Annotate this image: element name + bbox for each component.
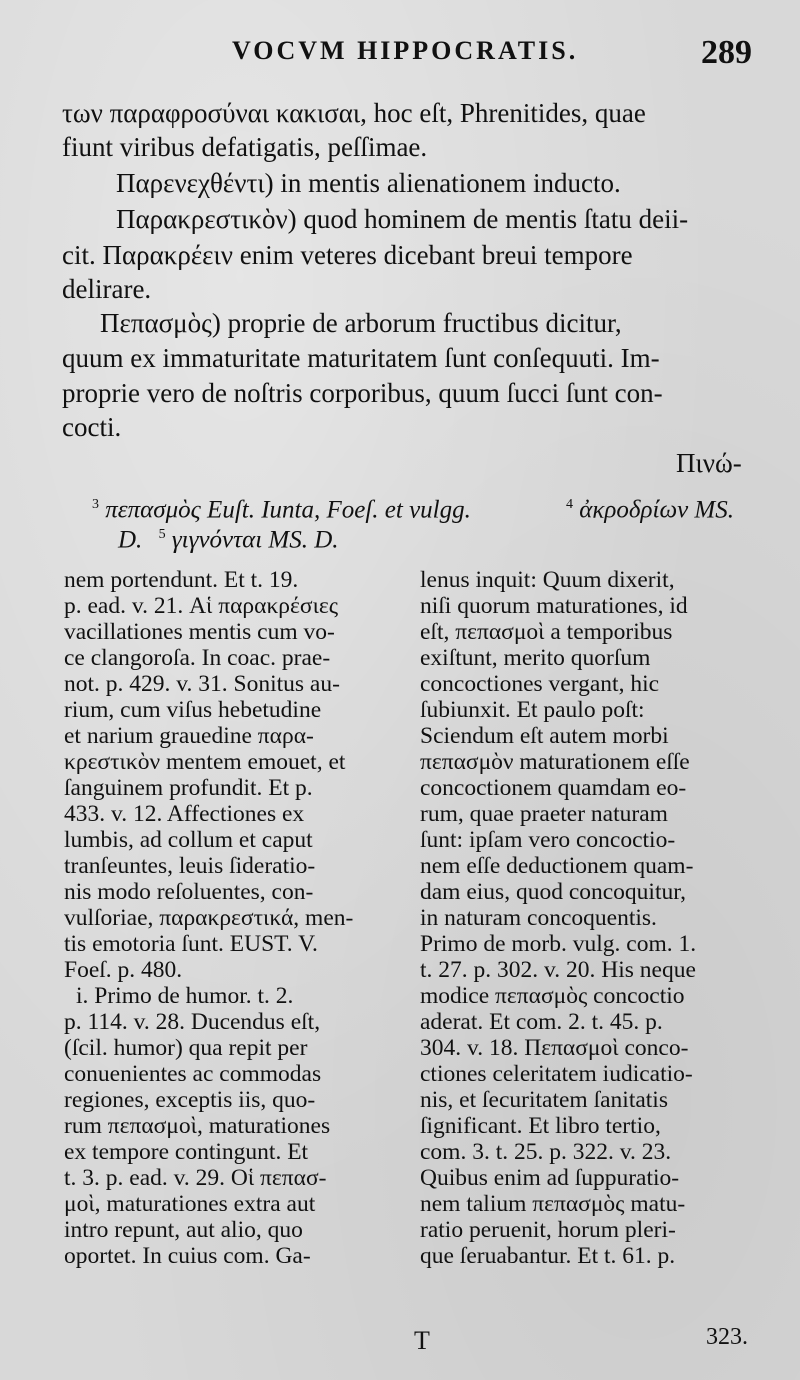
- column-line: tranſeuntes, leuis ſideratio-: [64, 853, 316, 879]
- column-line: p. ead. v. 21. Αἱ παρακρέσιες: [64, 593, 339, 619]
- running-title: VOCVM HIPPOCRATIS.: [232, 36, 579, 65]
- footnote-text: D.: [118, 526, 143, 554]
- column-line: et narium grauedine παρα-: [64, 723, 314, 749]
- column-line: 433. v. 12. Affectiones ex: [64, 801, 305, 827]
- column-line: lumbis, ad collum et caput: [64, 827, 313, 853]
- column-line: nem eſſe deductionem quam-: [420, 853, 694, 879]
- column-line: oportet. In cuius com. Ga-: [64, 1243, 311, 1269]
- footnote-number: 3: [92, 497, 99, 512]
- column-line: πεπασμὸν maturationem eſſe: [420, 749, 690, 775]
- column-line: ſunt: ipſam vero concoctio-: [420, 827, 676, 853]
- page-reference: 323.: [706, 1324, 748, 1350]
- right-column: [420, 567, 765, 1269]
- column-line: Quibus enim ad ſuppuratio-: [420, 1165, 680, 1191]
- text-line: Παρενεχθέντι) in mentis alienationem inducto.: [116, 168, 621, 198]
- column-line: niſi quorum maturationes, id: [420, 593, 688, 619]
- column-line: nis, et ſecuritatem ſanitatis: [420, 1087, 668, 1113]
- footnote-text: γιγνόνται MS. D.: [171, 526, 339, 554]
- column-line: (ſcil. humor) qua repit per: [64, 1035, 308, 1061]
- footnote-line: [566, 488, 734, 527]
- footnote-line: [118, 518, 339, 557]
- column-line: que ſeruabantur. Et t. 61. p.: [420, 1243, 676, 1269]
- column-line: ex tempore contingunt. Et: [64, 1139, 309, 1165]
- column-line: ratio peruenit, horum pleri-: [420, 1217, 676, 1243]
- column-line: eſt, πεπασμοὶ a temporibus: [420, 619, 673, 645]
- column-line: lenus inquit: Quum dixerit,: [420, 567, 675, 593]
- column-line: nis modo reſoluentes, con-: [64, 879, 314, 905]
- text-line: cit. Παρακρέειν enim veteres dicebant breui tempore: [62, 240, 633, 270]
- signature-mark: T: [414, 1326, 430, 1355]
- column-line: Foeſ. p. 480.: [64, 957, 183, 983]
- column-line: i. Primo de humor. t. 2.: [76, 983, 294, 1009]
- footnote-text: ἀκροδρίων MS.: [579, 496, 735, 524]
- column-line: in naturam concoquentis.: [420, 905, 657, 931]
- text-line: delirare.: [62, 274, 152, 304]
- column-line: regiones, exceptis iis, quo-: [64, 1087, 316, 1113]
- running-header: [0, 34, 800, 74]
- column-line: ce clangoroſa. In coac. prae-: [64, 645, 331, 671]
- text-line: Παρακρεστικὸν) quod hominem de mentis ſtatu deii-: [116, 204, 689, 234]
- column-line: ſanguinem profundit. Et p.: [64, 775, 313, 801]
- column-line: rium, cum viſus hebetudine: [64, 697, 322, 723]
- column-line: intro repunt, aut alio, quo: [64, 1217, 303, 1243]
- column-line: dam eius, quod concoquitur,: [420, 879, 686, 905]
- page-number: 289: [701, 34, 752, 71]
- column-line: vacillationes mentis cum vo-: [64, 619, 335, 645]
- column-line: ctiones celeritatem iudicatio-: [420, 1061, 693, 1087]
- column-line: com. 3. t. 25. p. 322. v. 23.: [420, 1139, 672, 1165]
- column-line: p. 114. v. 28. Ducendus eſt,: [64, 1009, 321, 1035]
- column-line: nem talium πεπασμὸς matu-: [420, 1191, 686, 1217]
- column-line: Primo de morb. vulg. com. 1.: [420, 931, 697, 957]
- column-line: conuenientes ac commodas: [64, 1061, 322, 1087]
- text-line: Πεπασμὸς) proprie de arborum fructibus dicitur,: [100, 308, 622, 338]
- catchword: Πινώ-: [676, 448, 742, 478]
- footnote-text: πεπασμὸς Euſt. Iunta, Foeſ. et vulgg.: [105, 496, 471, 524]
- footnote-number: 4: [566, 497, 573, 512]
- column-line: not. p. 429. v. 31. Sonitus au-: [64, 671, 340, 697]
- column-line: t. 27. p. 302. v. 20. His neque: [420, 957, 696, 983]
- column-line: aderat. Et com. 2. t. 45. p.: [420, 1009, 663, 1035]
- text-line: cocti.: [62, 412, 122, 442]
- column-line: vulſoriae, παρακρεστικά, men-: [64, 905, 354, 931]
- column-line: modice πεπασμὸς concoctio: [420, 983, 685, 1009]
- footnote-number: 5: [158, 527, 166, 542]
- column-line: ſignificant. Et libro tertio,: [420, 1113, 661, 1139]
- column-line: ſubiunxit. Et paulo poſt:: [420, 697, 645, 723]
- text-line: quum ex immaturitate maturitatem ſunt conſequuti. Im-: [62, 343, 660, 373]
- column-line: 304. v. 18. Πεπασμοὶ conco-: [420, 1035, 689, 1061]
- column-line: t. 3. p. ead. v. 29. Οἱ πεπασ-: [64, 1165, 327, 1191]
- column-line: concoctionem quamdam eo-: [420, 775, 687, 801]
- column-line: μοὶ, maturationes extra aut: [64, 1191, 316, 1217]
- column-line: Sciendum eſt autem morbi: [420, 723, 669, 749]
- text-line: των παραφροσύναι κακισαι, hoc eſt, Phrenitides, quae: [62, 98, 646, 128]
- column-line: nem portendunt. Et t. 19.: [64, 567, 299, 593]
- column-line: κρεστικὸν mentem emouet, et: [64, 749, 346, 775]
- left-column: [64, 567, 404, 1269]
- column-line: rum, quae praeter naturam: [420, 801, 668, 827]
- column-line: exiſtunt, merito quorſum: [420, 645, 651, 671]
- text-line: fiunt viribus defatigatis, peſſimae.: [62, 132, 428, 162]
- text-line: proprie vero de noſtris corporibus, quum ſucci ſunt con-: [62, 378, 663, 408]
- column-line: concoctiones vergant, hic: [420, 671, 660, 697]
- column-line: tis emotoria ſunt. EUST. V.: [64, 931, 318, 957]
- column-line: rum πεπασμοὶ, maturationes: [64, 1113, 331, 1139]
